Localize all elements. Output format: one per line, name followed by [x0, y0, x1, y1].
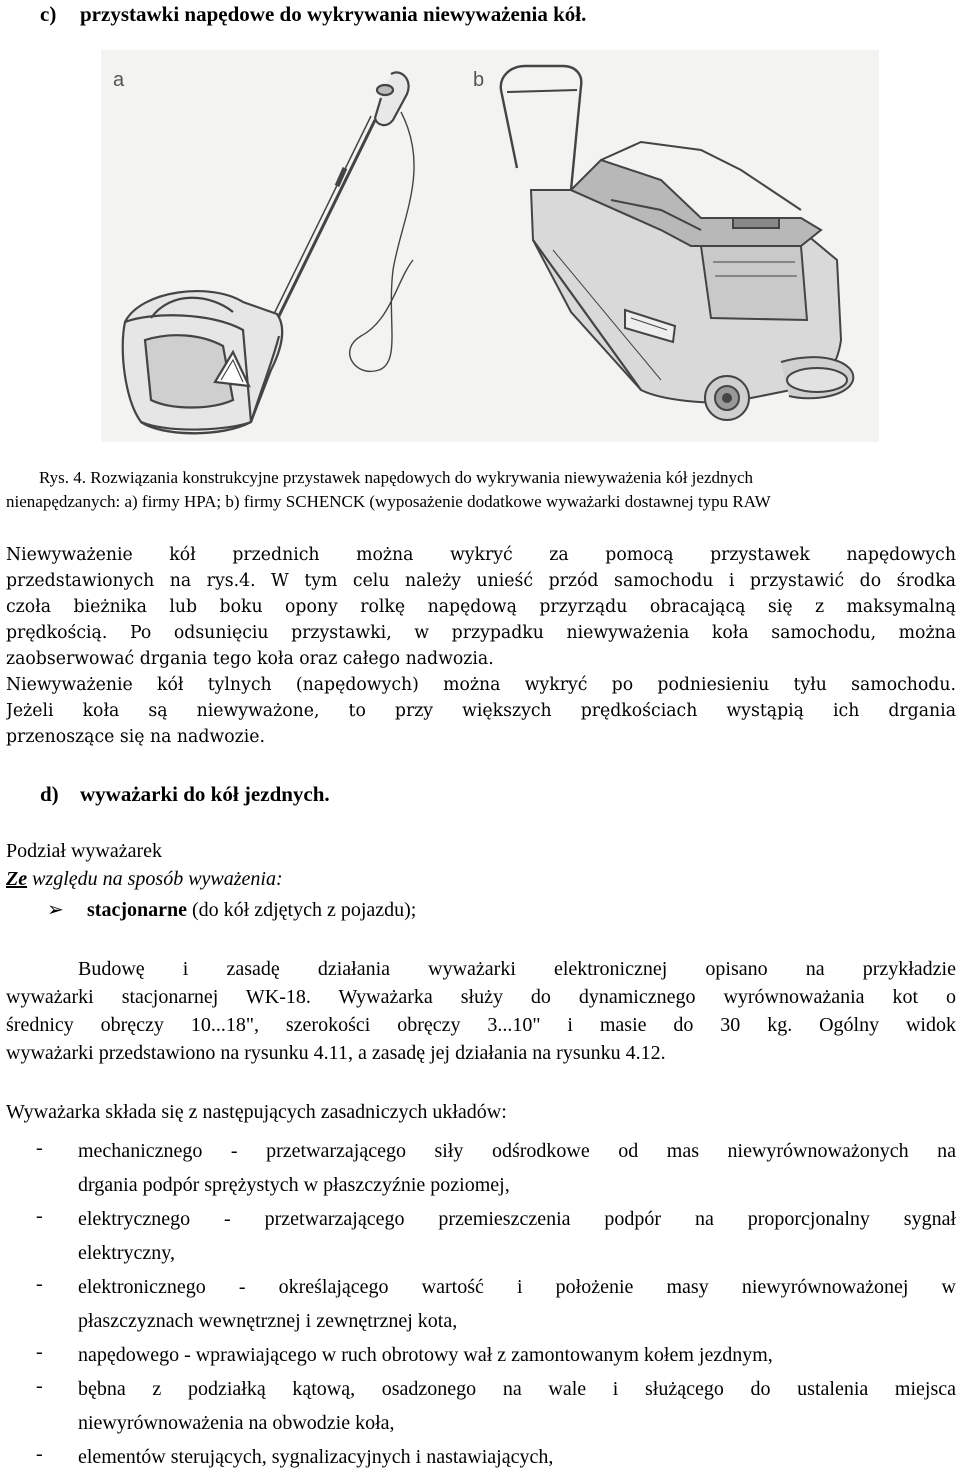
list-item-line: niewyrównoważenia na obwodzie koła,: [78, 1412, 395, 1434]
list-item: [0, 1375, 956, 1443]
list-dash: -: [36, 1137, 43, 1159]
criterion-line: [6, 868, 283, 891]
criterion-rest: względu na sposób wyważenia:: [32, 868, 283, 890]
components-list: [0, 1137, 960, 1477]
list-item-line: napędowego - wprawiającego w ruch obrotowy wał z zamontowanym kołem jezdnym,: [78, 1344, 773, 1366]
figure-illustration: [101, 50, 879, 442]
section-d-label: d): [40, 782, 59, 806]
list-item-line: płaszczyznach wewnętrznej i zewnętrznej kota,: [78, 1310, 458, 1332]
list-dash: -: [36, 1273, 43, 1295]
list-item: [0, 1443, 956, 1477]
paragraph-1-line: prędkością. Po odsunięciu przystawki, w przypadku niewyważenia koła samochodu, można: [6, 623, 956, 643]
list-item: [0, 1137, 956, 1205]
paragraph-1-line: przedstawionych na rys.4. W tym celu należy unieść przód samochodu i przystawić do środka: [6, 571, 956, 591]
figure-label-b: b: [473, 69, 485, 91]
figure-label-a: a: [113, 69, 125, 91]
list-dash: -: [36, 1443, 43, 1465]
paragraph-2: [6, 672, 956, 750]
subheading-podzial: Podział wyważarek: [6, 840, 163, 862]
list-item-line: elektryczny,: [78, 1242, 175, 1264]
figure-wheel-spinners: [101, 50, 879, 442]
paragraph-1: [6, 542, 956, 672]
list-dash: -: [36, 1205, 43, 1227]
paragraph-2-line: Niewyważenie kół tylnych (napędowych) można wykryć po podniesieniu tyłu samochodu.: [6, 675, 956, 695]
list-dash: -: [36, 1341, 43, 1363]
bullet-item: [47, 897, 416, 922]
list-item-line: elementów sterujących, sygnalizacyjnych i nastawiających,: [78, 1446, 554, 1468]
section-c-label: c): [40, 2, 57, 26]
paragraph-3-line: wyważarki stacjonarnej WK-18. Wyważarka służy do dynamicznego wyrównoważania kot o: [6, 986, 956, 1008]
list-item-line: mechanicznego - przetwarzającego siły odśrodkowe od mas niewyrównoważonych na: [78, 1140, 956, 1162]
paragraph-3: [6, 955, 956, 1067]
section-c-title: przystawki napędowe do wykrywania niewyważenia kół.: [80, 2, 587, 26]
caption-line-2: nienapędzanych: a) firmy HPA; b) firmy SCHENCK (wyposażenie dodatkowe wyważarki dostawnej typu RAW: [6, 492, 771, 511]
list-item-line: drgania podpór sprężystych w płaszczyźnie poziomej,: [78, 1174, 510, 1196]
list-item: [0, 1205, 956, 1273]
list-item: [0, 1341, 956, 1375]
paragraph-2-line: Jeżeli koła są niewyważone, to przy większych prędkościach wystąpią ich drgania: [6, 701, 956, 721]
list-item-line: bębna z podziałką kątową, osadzonego na wale i służącego do ustalenia miejsca: [78, 1378, 956, 1400]
list-dash: -: [36, 1375, 43, 1397]
list-item-line: elektrycznego - przetwarzającego przemieszczenia podpór na proporcjonalny sygnał: [78, 1208, 956, 1230]
caption-line-1: Rys. 4. Rozwiązania konstrukcyjne przystawek napędowych do wykrywania niewyważenia kół jezdnych: [39, 468, 754, 487]
section-d-heading: [40, 782, 330, 807]
criterion-bold: Ze: [6, 868, 28, 890]
section-c-heading: [40, 2, 586, 27]
bullet-rest: (do kół zdjętych z pojazdu);: [191, 899, 417, 921]
paragraph-3-line: średnicy obręczy 10...18", szerokości obręczy 3...10" i masie do 30 kg. Ogólny widok: [6, 1014, 956, 1036]
bullet-bold: stacjonarne: [87, 899, 187, 921]
paragraph-2-line: przenoszące się na nadwozie.: [6, 727, 265, 747]
paragraph-1-line: czoła bieżnika lub boku opony rolkę napędową przyrządu obracającą się z maksymalną: [6, 597, 956, 617]
list-item-line: elektronicznego - określającego wartość i położenie masy niewyrównoważonej w: [78, 1276, 956, 1298]
list-item: [0, 1273, 956, 1341]
figure-caption: [6, 466, 956, 514]
arrow-bullet-icon: ➢: [47, 897, 64, 921]
section-d-title: wyważarki do kół jezdnych.: [80, 782, 330, 806]
paragraph-3-line: wyważarki przedstawiono na rysunku 4.11, a zasadę jej działania na rysunku 4.12.: [6, 1042, 666, 1064]
paragraph-3-line: Budowę i zasadę działania wyważarki elektronicznej opisano na przykładzie: [78, 958, 956, 980]
components-intro: Wyważarka składa się z następujących zasadniczych układów:: [6, 1101, 507, 1123]
paragraph-1-line: Niewyważenie kół przednich można wykryć za pomocą przystawek napędowych: [6, 545, 956, 565]
paragraph-1-line: zaobserwować drgania tego koła oraz całego nadwozia.: [6, 649, 494, 669]
